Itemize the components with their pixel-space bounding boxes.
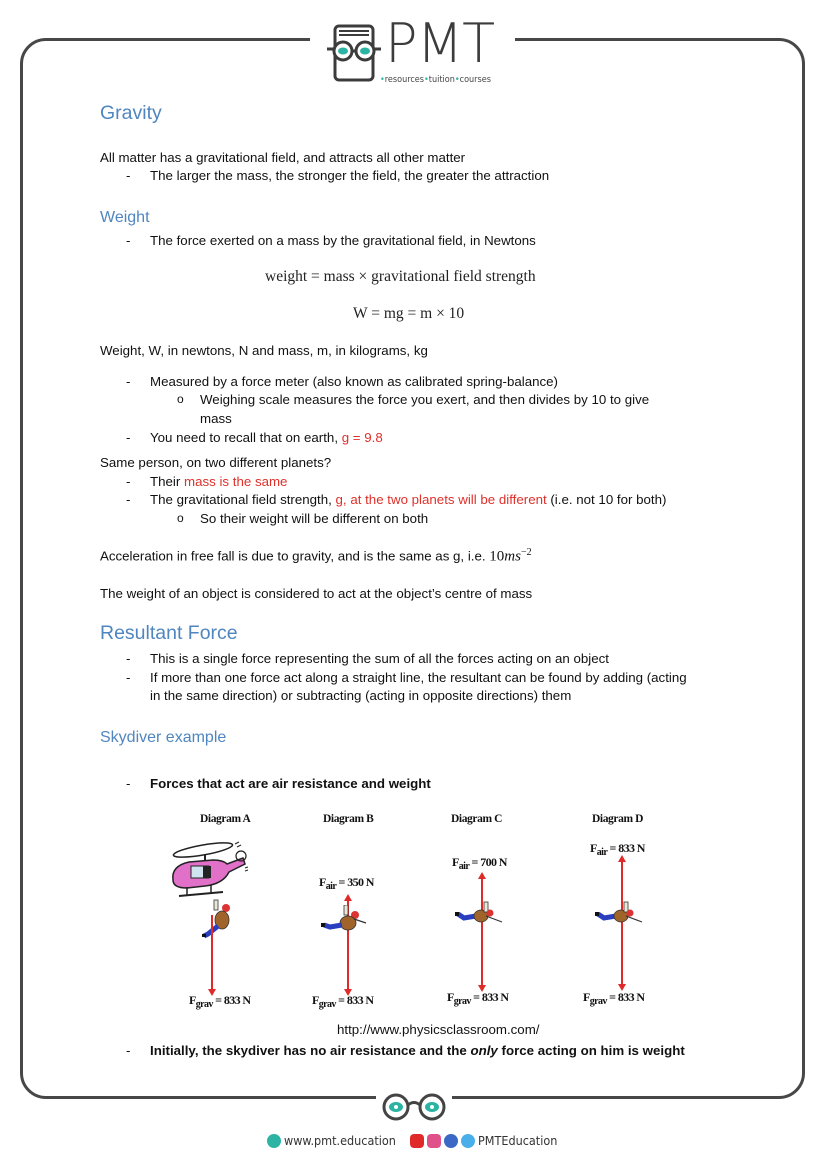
book-glasses-icon [323, 22, 385, 84]
gravity-intro: All matter has a gravitational field, and attracts all other matter [100, 150, 466, 165]
facebook-icon [444, 1134, 458, 1148]
equation-weight-symbols: W = mg = m × 10 [353, 305, 465, 322]
resultant-rule-line2: in the same direction) or subtracting (acting in opposite directions) them [150, 688, 572, 703]
g-value-highlight: g = 9.8 [341, 430, 383, 445]
bullet-dash: - [126, 233, 131, 248]
gravity-bullet: The larger the mass, the stronger the field, the greater the attraction [150, 168, 550, 183]
footer-glasses-mask [376, 1092, 452, 1122]
measured-by: Measured by a force meter (also known as calibrated spring-balance) [150, 374, 558, 389]
bullet-dash: - [126, 492, 131, 507]
glasses-icon [376, 1092, 452, 1122]
resultant-rule-line1: If more than one force act along a straight line, the resultant can be found by adding (acting [150, 670, 687, 685]
instagram-icon [427, 1134, 441, 1148]
skydiver-icon [200, 898, 240, 943]
bullet-dash: - [126, 374, 131, 389]
bullet-dash: - [126, 651, 131, 666]
f-air-label: $F_{air} = 350$ N [319, 875, 374, 892]
heading-gravity: Gravity [100, 102, 162, 124]
mass-same: Their mass is the same [150, 474, 288, 489]
page-frame [20, 38, 805, 1099]
skydiver-icon [594, 900, 644, 930]
bullet-dash: - [126, 168, 131, 183]
skydiver-icon [320, 905, 370, 939]
initial-force-note: Initially, the skydiver has no air resistance and the only force acting on him is weight [150, 1043, 685, 1058]
weight-different: So their weight will be different on both [200, 511, 429, 526]
f-grav-label: $F_{grav} = 833$ N [447, 990, 509, 1007]
force-arrow [481, 876, 483, 989]
bullet-dash: - [126, 776, 131, 791]
heading-weight: Weight [100, 209, 150, 226]
forces-that-act: Forces that act are air resistance and weight [150, 776, 431, 791]
weighing-scale-line2: mass [200, 411, 232, 426]
weighing-scale-line1: Weighing scale measures the force you exert, and then divides by 10 to give [200, 392, 650, 407]
gfs-different: The gravitational field strength, g, at the two planets will be different (i.e. not 10 for both) [150, 492, 667, 507]
f-grav-label: $F_{grav} = 833$ N [583, 990, 645, 1007]
heading-skydiver-example: Skydiver example [100, 729, 227, 746]
resultant-definition: This is a single force representing the sum of all the forces acting on an object [150, 651, 609, 666]
f-grav-label: $F_{grav} = 833$ N [189, 993, 251, 1010]
centre-of-mass: The weight of an object is considered to act at the object’s centre of mass [100, 586, 533, 601]
f-air-label: $F_{air} = 700$ N [452, 855, 507, 872]
sub-bullet: o [177, 511, 184, 525]
youtube-icon [410, 1134, 424, 1148]
cursor-icon [267, 1134, 281, 1148]
weight-units: Weight, W, in newtons, N and mass, m, in kilograms, kg [100, 343, 428, 358]
helicopter-icon [165, 840, 250, 905]
diagram-label: Diagram D [592, 813, 644, 825]
skydiver-icon [454, 900, 504, 930]
diagram-label: Diagram B [323, 813, 374, 825]
source-link[interactable]: http://www.physicsclassroom.com/ [337, 1022, 540, 1037]
diagram-label: Diagram C [451, 813, 503, 825]
logo-tagline: •resources•tuition•courses [380, 75, 491, 85]
f-air-label: $F_{air} = 833$ N [590, 841, 645, 858]
free-fall: Acceleration in free fall is due to gravity, and is the same as g, i.e. $10ms^{-2}$ [100, 547, 532, 565]
f-grav-label: $F_{grav} = 833$ N [312, 993, 374, 1010]
diagram-label: Diagram A [200, 813, 251, 825]
logo-text: PMT [385, 12, 495, 75]
bullet-dash: - [126, 1043, 131, 1058]
recall-g: You need to recall that on earth, g = 9.8 [150, 430, 383, 445]
sub-bullet: o [177, 392, 184, 406]
bullet-dash: - [126, 430, 131, 445]
bullet-dash: - [126, 474, 131, 489]
heading-resultant-force: Resultant Force [100, 622, 238, 644]
footer-social[interactable]: PMTEducation [410, 1133, 557, 1148]
footer-website[interactable]: www.pmt.education [267, 1133, 396, 1148]
f-grav-arrow [211, 915, 213, 993]
weight-definition: The force exerted on a mass by the gravitational field, in Newtons [150, 233, 536, 248]
bullet-dash: - [126, 670, 131, 685]
twitter-icon [461, 1134, 475, 1148]
equation-weight-words: weight = mass × gravitational field strength [265, 268, 536, 285]
planets-question: Same person, on two different planets? [100, 455, 332, 470]
